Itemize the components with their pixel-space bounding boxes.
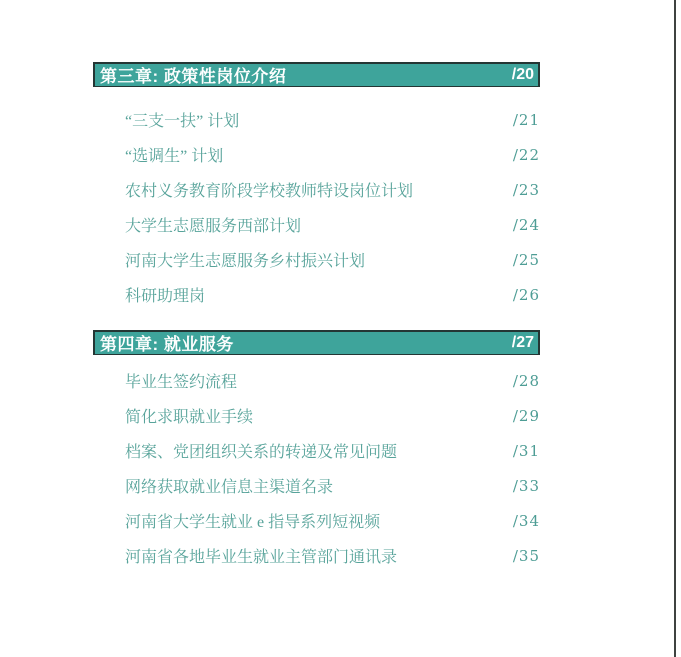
toc-item-title: 简化求职就业手续	[125, 409, 254, 426]
toc-item	[93, 207, 540, 242]
toc-item	[93, 363, 540, 398]
toc-item	[93, 433, 540, 468]
toc-content	[93, 62, 540, 573]
toc-item-page-number: /35	[512, 546, 540, 565]
toc-item	[93, 102, 540, 137]
toc-item-title: 档案、党团组织关系的转递及常见问题	[125, 444, 398, 461]
chapter-4-header-bar	[93, 330, 540, 355]
toc-section-chapter-4	[93, 330, 540, 573]
page-right-border-line	[674, 0, 676, 657]
toc-item-page-number: /34	[512, 511, 540, 530]
toc-item-title: “选调生” 计划	[125, 148, 224, 165]
toc-item-title: 科研助理岗	[125, 288, 206, 305]
chapter-3-page-number: /20	[511, 65, 534, 83]
toc-item-page-number: /33	[512, 476, 540, 495]
chapter-3-item-list	[93, 102, 540, 312]
toc-item-page-number: /22	[512, 145, 540, 164]
chapter-3-title: 第三章: 政策性岗位介绍	[100, 67, 287, 86]
toc-item	[93, 137, 540, 172]
toc-item-page-number: /24	[512, 215, 540, 234]
toc-item-title: 河南省各地毕业生就业主管部门通讯录	[125, 549, 398, 566]
chapter-4-title: 第四章: 就业服务	[100, 335, 234, 354]
toc-item-page-number: /21	[512, 110, 540, 129]
toc-item	[93, 538, 540, 573]
toc-item-page-number: /28	[512, 371, 540, 390]
toc-item	[93, 503, 540, 538]
toc-item-title: 毕业生签约流程	[125, 374, 238, 391]
toc-item	[93, 242, 540, 277]
toc-item-page-number: /25	[512, 250, 540, 269]
toc-item	[93, 398, 540, 433]
toc-item-page-number: /26	[512, 285, 540, 304]
toc-item-title: 大学生志愿服务西部计划	[125, 218, 302, 235]
toc-item-page-number: /23	[512, 180, 540, 199]
toc-section-chapter-3	[93, 62, 540, 312]
chapter-3-header-bar	[93, 62, 540, 87]
toc-item-page-number: /31	[512, 441, 540, 460]
toc-item-title: 河南省大学生就业 e 指导系列短视频	[125, 514, 381, 531]
toc-item-page-number: /29	[512, 406, 540, 425]
toc-item-title: “三支一扶” 计划	[125, 113, 240, 130]
toc-item-title: 农村义务教育阶段学校教师特设岗位计划	[125, 183, 414, 200]
toc-item	[93, 468, 540, 503]
toc-item-title: 网络获取就业信息主渠道名录	[125, 479, 334, 496]
chapter-4-item-list	[93, 363, 540, 573]
toc-item	[93, 277, 540, 312]
toc-item-title: 河南大学生志愿服务乡村振兴计划	[125, 253, 366, 270]
toc-item	[93, 172, 540, 207]
chapter-4-page-number: /27	[511, 333, 534, 351]
